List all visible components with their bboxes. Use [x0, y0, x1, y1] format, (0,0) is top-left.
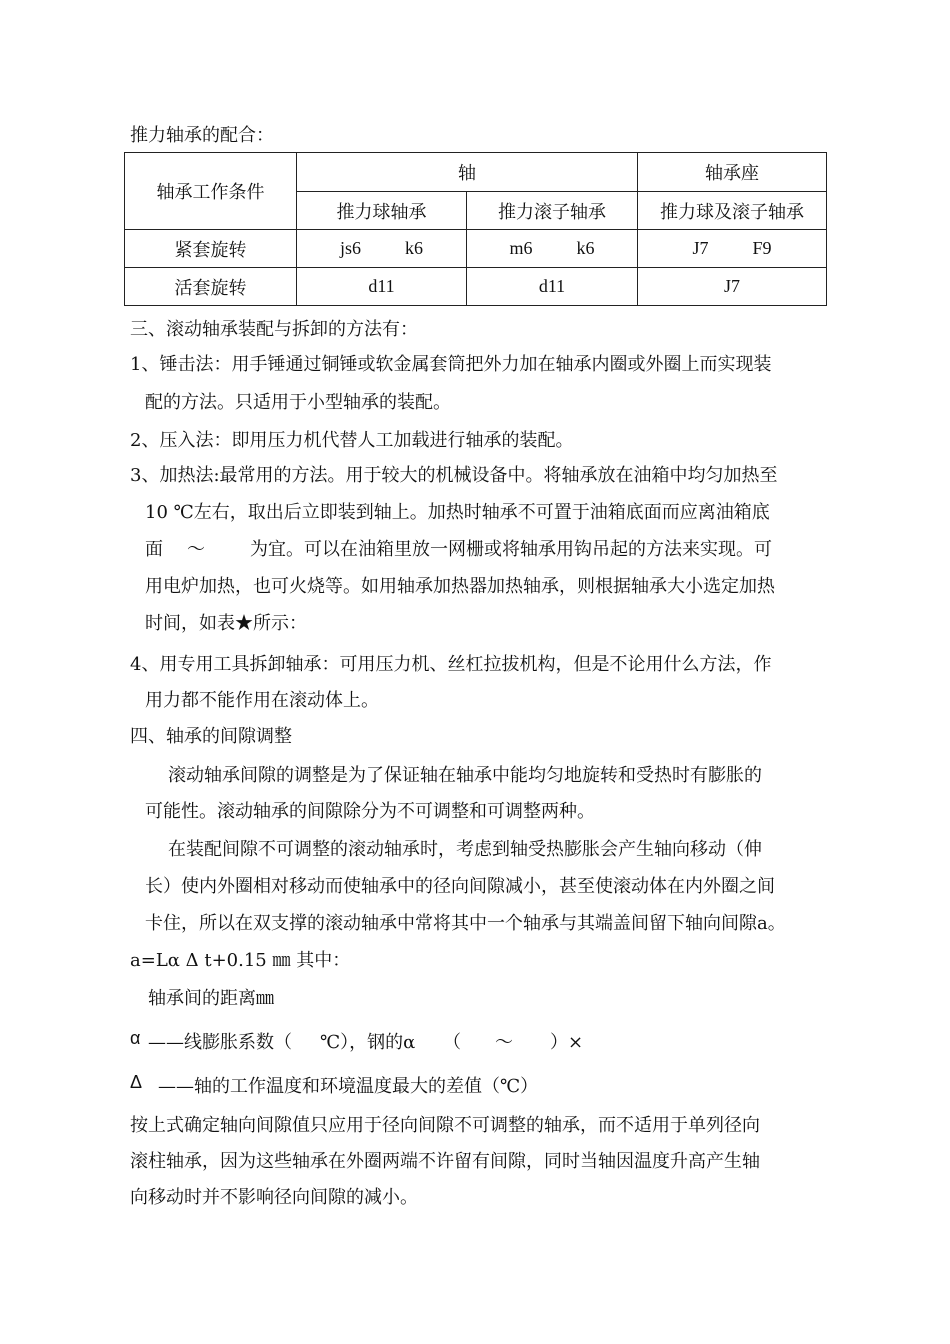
paragraph-line: 向移动时并不影响径向间隙的减小。 — [130, 1187, 418, 1208]
cell-tight-ball — [297, 230, 467, 268]
definition-line: ——轴的工作温度和环境温度最大的差值（℃） — [158, 1076, 539, 1097]
definition-line: ——线膨胀系数（ — [148, 1032, 292, 1053]
paragraph-line: 滚柱轴承，因为这些轴承在外圈两端不许留有间隙，同时当轴因温度升高产生轴 — [130, 1151, 760, 1172]
paragraph-line: 时间，如表★所示： — [145, 613, 307, 634]
definition-line: ℃），钢的α — [320, 1032, 416, 1053]
paragraph-line: 为宜。可以在油箱里放一网栅或将轴承用钩吊起的方法来实现。可 — [250, 539, 772, 560]
section-3-heading: 三、滚动轴承装配与拆卸的方法有： — [130, 319, 418, 340]
formula-line: a=Lα Δ t+0.15 ㎜ 其中： — [130, 950, 351, 971]
paragraph-line: 在装配间隙不可调整的滚动轴承时，考虑到轴受热膨胀会产生轴向移动（伸 — [168, 839, 762, 860]
housing-group-header: 轴承座 — [638, 153, 827, 192]
definition-line: 轴承间的距离㎜ — [148, 988, 274, 1009]
col-thrust-ball-roller: 推力球及滚子轴承 — [638, 192, 827, 230]
paragraph-line: 面 — [145, 539, 163, 560]
alpha-symbol: α — [130, 1028, 141, 1048]
delta-symbol: Δ — [130, 1072, 143, 1092]
paragraph-line: 按上式确定轴向间隙值只应用于径向间隙不可调整的轴承，而不适用于单列径向 — [130, 1115, 760, 1136]
cell-loose-ball: d11 — [297, 268, 467, 306]
fit-value: F9 — [752, 238, 772, 258]
paragraph-line: 用力都不能作用在滚动体上。 — [145, 690, 379, 711]
bracket-open: （ — [443, 1032, 461, 1053]
paragraph-line: 卡住，所以在双支撑的滚动轴承中常将其中一个轴承与其端盖间留下轴向间隙a。 — [145, 913, 786, 934]
col-thrust-roller: 推力滚子轴承 — [467, 192, 638, 230]
paragraph-line: 可能性。滚动轴承的间隙除分为不可调整和可调整两种。 — [145, 801, 595, 822]
fit-value: js6 — [339, 238, 361, 258]
paragraph-line: 2、压入法：即用压力机代替人工加载进行轴承的装配。 — [130, 430, 574, 451]
paragraph-line: 用电炉加热，也可火烧等。如用轴承加热器加热轴承，则根据轴承大小选定加热 — [145, 576, 775, 597]
paragraph-line: 配的方法。只适用于小型轴承的装配。 — [145, 392, 451, 413]
shaft-group-header: 轴 — [297, 153, 638, 192]
cell-loose-roller: d11 — [467, 268, 638, 306]
section-4-heading: 四、轴承的间隙调整 — [130, 726, 292, 747]
paragraph-line: 3、加热法:最常用的方法。用于较大的机械设备中。将轴承放在油箱中均匀加热至 — [130, 465, 778, 486]
row-tight-rotation-label: 紧套旋转 — [125, 230, 297, 268]
cell-loose-housing: J7 — [638, 268, 827, 306]
fit-value: m6 — [509, 238, 533, 258]
fit-value: k6 — [576, 238, 595, 258]
table-title: 推力轴承的配合： — [130, 125, 274, 146]
paragraph-line: 10 ℃左右，取出后立即装到轴上。加热时轴承不可置于油箱底面而应离油箱底 — [145, 502, 770, 523]
paragraph-line: 4、用专用工具拆卸轴承：可用压力机、丝杠拉拔机构，但是不论用什么方法，作 — [130, 654, 772, 675]
paragraph-line: 长）使内外圈相对移动而使轴承中的径向间隙减小，甚至使滚动体在内外圈之间 — [145, 876, 775, 897]
cell-tight-housing — [638, 230, 827, 268]
fit-value: J7 — [692, 238, 709, 258]
fit-value: k6 — [405, 238, 423, 258]
row-header-cell: 轴承工作条件 — [125, 153, 297, 230]
col-thrust-ball: 推力球轴承 — [297, 192, 467, 230]
tilde-sign: ～ — [495, 1032, 513, 1053]
cell-tight-roller — [467, 230, 638, 268]
bracket-close-times: ）× — [550, 1032, 584, 1053]
paragraph-line: 1、锤击法：用手锤通过铜锤或软金属套筒把外力加在轴承内圈或外圈上而实现装 — [130, 354, 772, 375]
paragraph-line: 滚动轴承间隙的调整是为了保证轴在轴承中能均匀地旋转和受热时有膨胀的 — [168, 765, 762, 786]
bearing-fit-table — [124, 152, 827, 306]
row-loose-rotation-label: 活套旋转 — [125, 268, 297, 306]
tilde-sign: ～ — [187, 539, 205, 560]
